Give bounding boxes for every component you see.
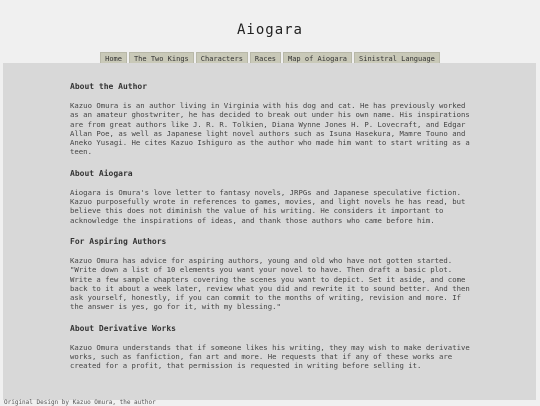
nav-item-races[interactable]: Races xyxy=(250,52,281,66)
site-title: Aiogara xyxy=(236,22,303,38)
section-heading-derivative-works: About Derivative Works xyxy=(70,323,176,333)
nav-item-home[interactable]: Home xyxy=(100,52,127,66)
section-heading-aspiring-authors: For Aspiring Authors xyxy=(70,236,167,246)
section-body-about-author: Kazuo Omura is an author living in Virginia with his dog and cat. He has previously worked as an amateur ghostwriter, he has decided to break out under his own name. His inspirations are from great authors like J. R. R. Tolkien, Diana Wynne Jones H. P. Lovecraft, and Edgar Allan Poe, as well as Japanese light novel authors such as Isuna Hasekura, Mamre Touno and Aneko Yusagi. He cites Kazuo Ishiguro as the author who made him want to start writing as a teen. xyxy=(70,101,470,157)
nav-item-map-of-aiogara[interactable]: Map of Aiogara xyxy=(283,52,352,66)
nav-item-the-two-kings[interactable]: The Two Kings xyxy=(129,52,194,66)
nav-item-characters[interactable]: Characters xyxy=(196,52,248,66)
nav-item-sinistral-language[interactable]: Sinistral Language xyxy=(354,52,440,66)
footer-credit: Original Design by Kazuo Omura, the author xyxy=(4,399,156,406)
section-body-about-aiogara: Aiogara is Omura's love letter to fantasy novels, JRPGs and Japanese speculative fiction. Kazuo purposefully wrote in references to games, movies, and light novels he has read, but believe this does not diminish the value of his writing. He considers it important to acknowledge the inspirations of ideas, and thank those authors who came before him. xyxy=(70,187,466,225)
content-panel xyxy=(3,63,536,400)
section-body-derivative-works: Kazuo Omura understands that if someone likes his writing, they may wish to make derivative works, such as fanfiction, fan art and more. He requests that if any of these works are created for a profit, that permission is requested in writing before selling it. xyxy=(70,342,470,371)
section-heading-about-aiogara: About Aiogara xyxy=(70,168,133,178)
section-body-aspiring-authors: Kazuo Omura has advice for aspiring authors, young and old who have not gotten started. "Write down a list of 10 elements you want your novel to have. Then draft a basic plot. Write a few sample chapters covering the scenes you want to depict. Set it aside, and come back to it about a week later, review what you did and rewrite it to sound better. And then ask yourself, honestly, if you can commit to the months of writing, revision and more. If the answer is yes, go for it, with my blessing." xyxy=(70,255,470,312)
section-heading-about-author: About the Author xyxy=(70,82,148,91)
article xyxy=(70,82,470,383)
